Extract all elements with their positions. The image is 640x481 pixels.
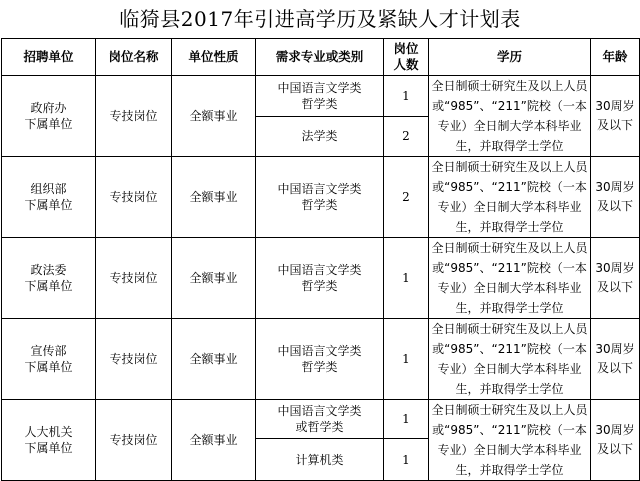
nature-cell: 全额事业 (172, 157, 256, 238)
page-title: 临猗县2017年引进高学历及紧缺人才计划表 (119, 7, 521, 31)
position-cell: 专技岗位 (96, 400, 172, 481)
table-row (2, 238, 640, 319)
major-cell: 中国语言文学类 哲学类 (256, 157, 384, 238)
count-cell: 2 (384, 157, 429, 238)
unit-cell: 政法委 下属单位 (2, 238, 96, 319)
table-row (2, 157, 640, 238)
header-major: 需求专业或类别 (256, 39, 384, 76)
major-cell: 中国语言文学类 哲学类 (256, 76, 384, 117)
header-nature: 单位性质 (172, 39, 256, 76)
count-cell: 1 (384, 439, 429, 481)
nature-cell: 全额事业 (172, 76, 256, 157)
education-cell: 全日制硕士研究生及以上人员或“985”、“211”院校（一本专业）全日制大学本科毕业生，并取得学士学位 (429, 319, 591, 400)
age-cell: 30周岁 及以下 (591, 238, 640, 319)
count-cell: 2 (384, 116, 429, 157)
age-cell: 30周岁 及以下 (591, 400, 640, 481)
education-cell: 全日制硕士研究生及以上人员或“985”、“211”院校（一本专业）全日制大学本科毕业生，并取得学士学位 (429, 76, 591, 157)
nature-cell: 全额事业 (172, 400, 256, 481)
header-age: 年龄 (591, 39, 640, 76)
position-cell: 专技岗位 (96, 238, 172, 319)
unit-cell: 政府办 下属单位 (2, 76, 96, 157)
table-row (2, 319, 640, 400)
position-cell: 专技岗位 (96, 319, 172, 400)
count-cell: 1 (384, 319, 429, 400)
age-cell: 30周岁 及以下 (591, 76, 640, 157)
count-cell: 1 (384, 76, 429, 117)
nature-cell: 全额事业 (172, 238, 256, 319)
unit-cell: 宣传部 下属单位 (2, 319, 96, 400)
unit-cell: 人大机关 下属单位 (2, 400, 96, 481)
age-cell: 30周岁 及以下 (591, 319, 640, 400)
education-cell: 全日制硕士研究生及以上人员或“985”、“211”院校（一本专业）全日制大学本科毕业生，并取得学士学位 (429, 400, 591, 481)
table-row (2, 400, 640, 439)
position-cell: 专技岗位 (96, 76, 172, 157)
major-cell: 中国语言文学类 哲学类 (256, 319, 384, 400)
table-row (2, 76, 640, 117)
header-education: 学历 (429, 39, 591, 76)
nature-cell: 全额事业 (172, 319, 256, 400)
major-cell: 法学类 (256, 116, 384, 157)
major-cell: 中国语言文学类 或哲学类 (256, 400, 384, 439)
header-position: 岗位名称 (96, 39, 172, 76)
count-cell: 1 (384, 400, 429, 439)
major-cell: 计算机类 (256, 439, 384, 481)
age-cell: 30周岁 及以下 (591, 157, 640, 238)
header-count: 岗位 人数 (384, 39, 429, 76)
unit-cell: 组织部 下属单位 (2, 157, 96, 238)
education-cell: 全日制硕士研究生及以上人员或“985”、“211”院校（一本专业）全日制大学本科毕业生，并取得学士学位 (429, 157, 591, 238)
education-cell: 全日制硕士研究生及以上人员或“985”、“211”院校（一本专业）全日制大学本科毕业生，并取得学士学位 (429, 238, 591, 319)
major-cell: 中国语言文学类 哲学类 (256, 238, 384, 319)
count-cell: 1 (384, 238, 429, 319)
position-cell: 专技岗位 (96, 157, 172, 238)
header-unit: 招聘单位 (2, 39, 96, 76)
header-row (2, 39, 640, 76)
recruitment-table (1, 38, 640, 481)
